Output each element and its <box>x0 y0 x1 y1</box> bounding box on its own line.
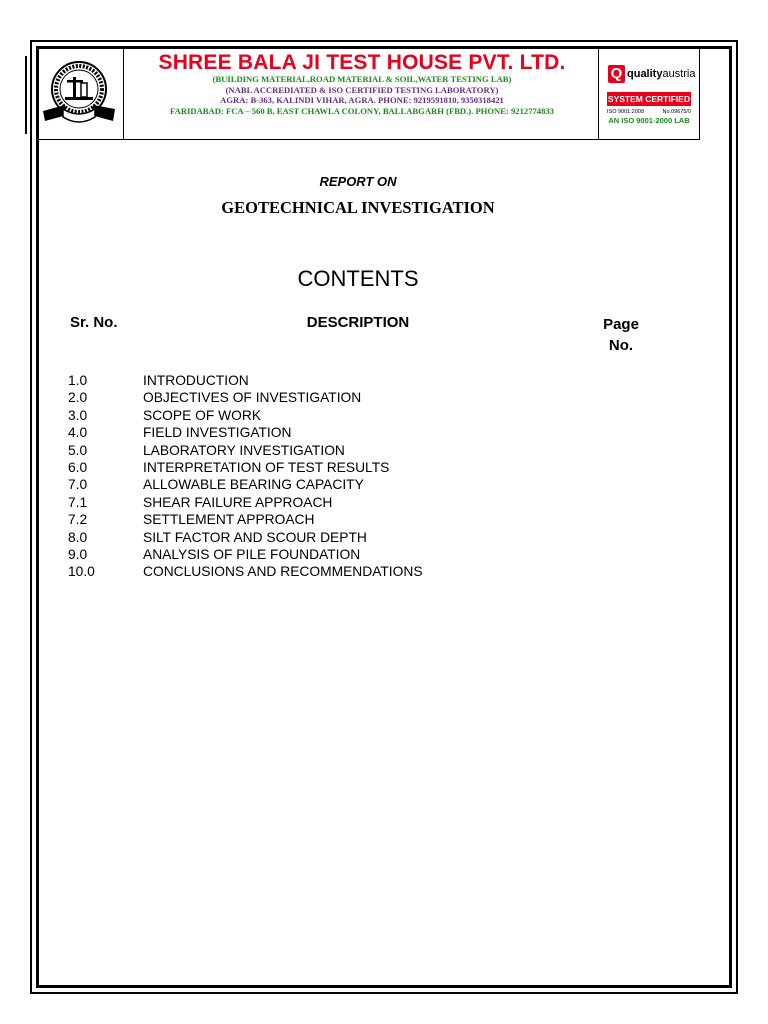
faridabad-address: FARIDABAD: FCA – 560 B, EAST CHAWLA COLONY, BALLABGARH (FBD.). PHONE: 9212774833 <box>170 105 554 116</box>
report-title: GEOTECHNICAL INVESTIGATION <box>221 198 495 217</box>
agra-address: AGRA: B-363, KALINDI VIHAR, AGRA. PHONE: 9219591810, 9350318421 <box>220 95 504 105</box>
margin-mark <box>25 56 27 134</box>
certification-badge <box>598 47 699 139</box>
section-number: 5.0 <box>68 442 88 458</box>
contents-item <box>68 389 423 406</box>
section-number: 6.0 <box>68 459 88 475</box>
letterhead <box>36 46 700 140</box>
section-title: ANALYSIS OF PILE FOUNDATION <box>143 546 361 562</box>
section-title: FIELD INVESTIGATION <box>143 425 292 441</box>
section-title: OBJECTIVES OF INVESTIGATION <box>143 390 362 406</box>
section-number: 4.0 <box>68 425 88 441</box>
section-number: 1.0 <box>68 373 88 388</box>
contents-list <box>68 372 423 581</box>
section-number: 7.1 <box>68 494 88 510</box>
sr-no-header: Sr. No. <box>70 314 118 331</box>
quality-austria-brand: qualityaustria <box>627 68 696 80</box>
iso-lab-line: AN ISO 9001-2000 LAB <box>608 116 690 125</box>
contents-item <box>68 459 423 476</box>
section-number: 2.0 <box>68 390 88 406</box>
contents-item <box>68 424 423 441</box>
iso-number-line: ISO 9001:2008 No.09675/0 <box>607 109 691 115</box>
section-title: SILT FACTOR AND SCOUR DEPTH <box>143 529 367 545</box>
accreditation-line: (NABL ACCREDIATED & ISO CERTIFIED TESTING LABORATORY) <box>225 84 499 95</box>
section-title: SHEAR FAILURE APPROACH <box>143 494 333 510</box>
contents-heading: CONTENTS <box>297 266 419 291</box>
lab-type-line: (BUILDING MATERIAL,ROAD MATERIAL & SOIL,WATER TESTING LAB) <box>212 74 512 84</box>
section-title: SETTLEMENT APPROACH <box>143 512 315 528</box>
contents-item <box>68 546 423 563</box>
company-name: SHREE BALA JI TEST HOUSE PVT. LTD. <box>158 51 566 74</box>
contents-item <box>68 563 423 580</box>
section-number: 10.0 <box>68 564 95 580</box>
section-number: 7.2 <box>68 512 88 528</box>
contents-item <box>68 511 423 528</box>
section-number: 3.0 <box>68 407 88 423</box>
contents-item <box>68 442 423 459</box>
description-header: DESCRIPTION <box>306 314 410 331</box>
system-certified-badge: SYSTEM CERTIFIED <box>607 94 691 104</box>
contents-item <box>68 372 423 389</box>
section-number: 8.0 <box>68 529 88 545</box>
section-number: 7.0 <box>68 477 88 493</box>
seal-icon <box>37 47 123 139</box>
company-seal-logo <box>37 47 124 139</box>
contents-item <box>68 494 423 511</box>
quality-austria-q-icon: Q <box>608 65 625 83</box>
section-number: 9.0 <box>68 546 88 562</box>
contents-item <box>68 407 423 424</box>
contents-item <box>68 476 423 493</box>
section-title: INTERPRETATION OF TEST RESULTS <box>143 459 390 475</box>
page-no-header: Page No. <box>603 316 639 354</box>
section-title: LABORATORY INVESTIGATION <box>143 442 345 458</box>
contents-item <box>68 529 423 546</box>
section-title: SCOPE OF WORK <box>143 407 262 423</box>
letterhead-text-block <box>124 47 600 139</box>
section-title: CONCLUSIONS AND RECOMMENDATIONS <box>143 564 423 580</box>
section-title: ALLOWABLE BEARING CAPACITY <box>143 477 364 493</box>
report-on-label: REPORT ON <box>319 174 397 189</box>
section-title: INTRODUCTION <box>143 373 249 388</box>
